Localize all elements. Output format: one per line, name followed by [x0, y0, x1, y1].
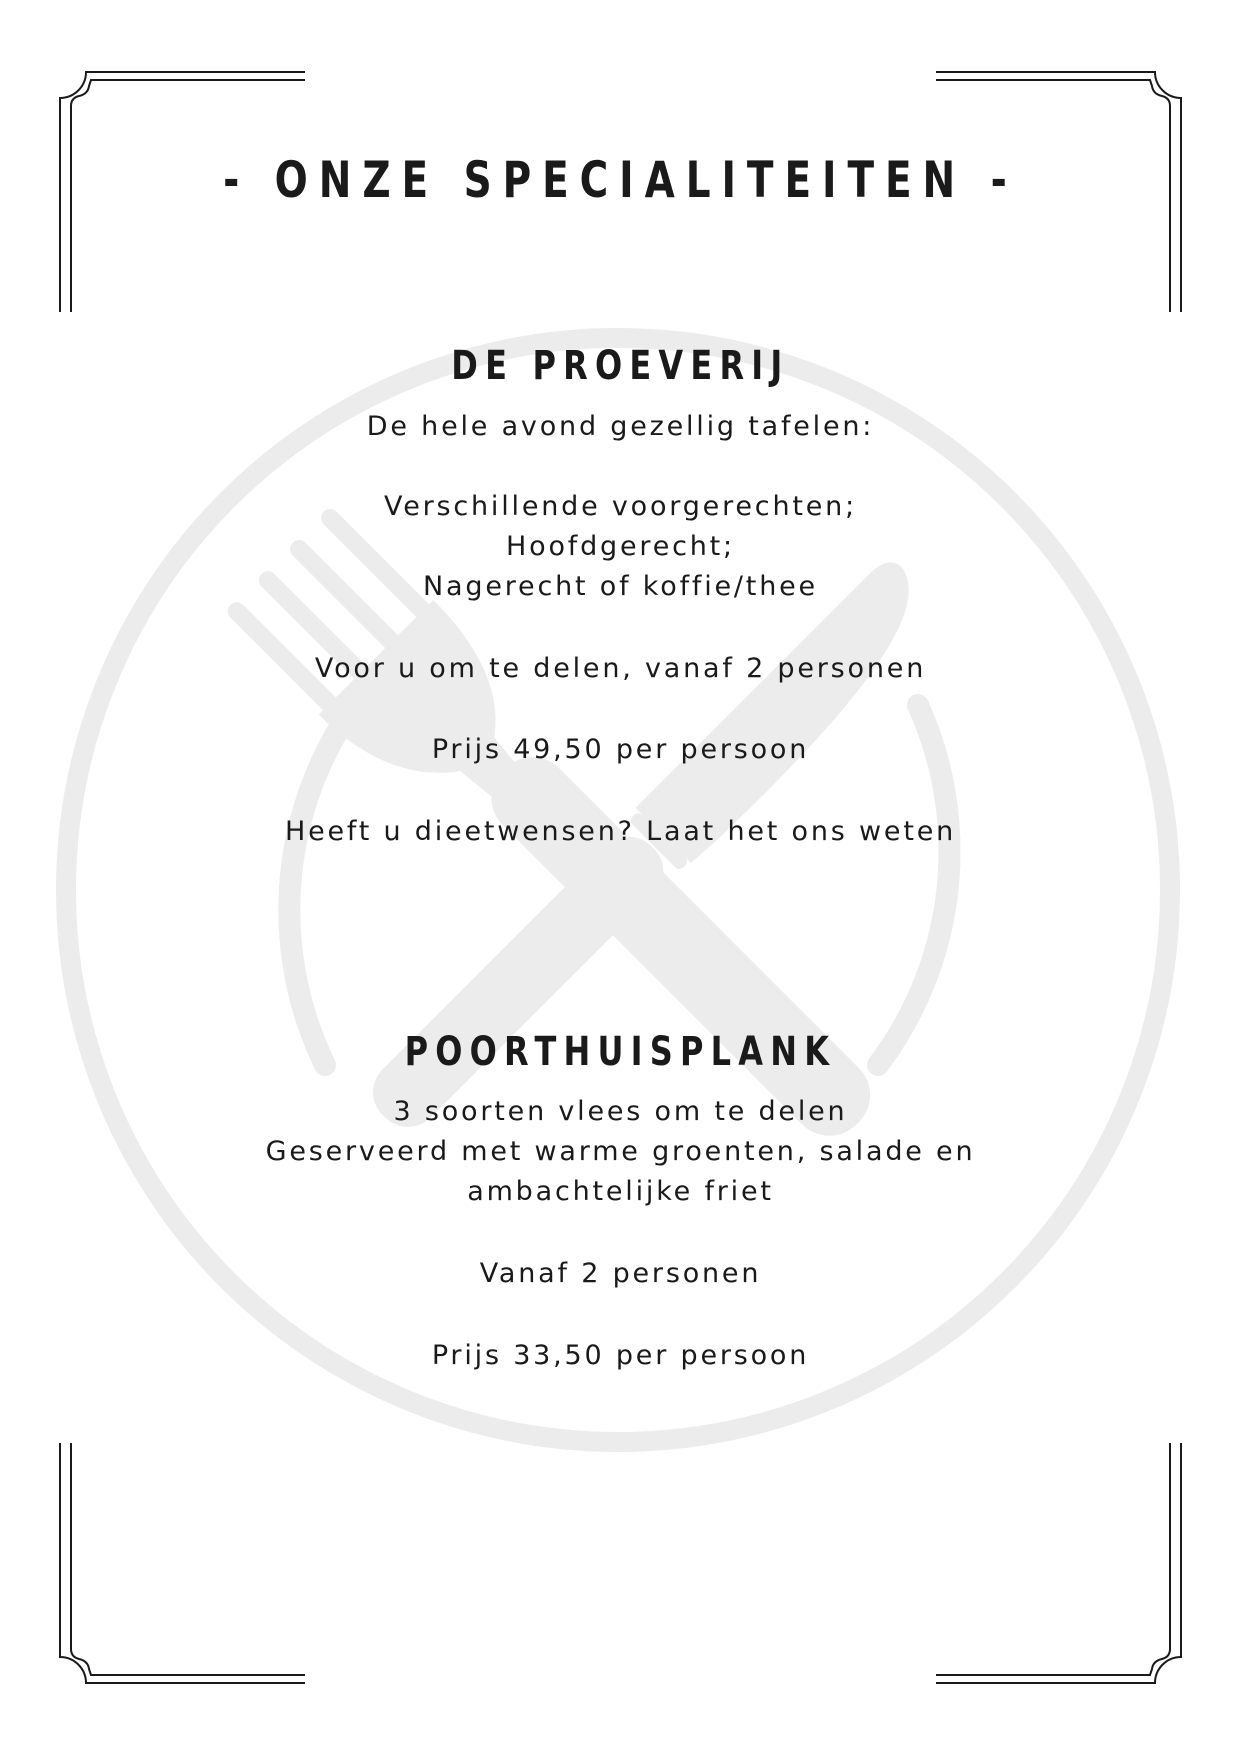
menu-line: Nagerecht of koffie/thee [423, 571, 818, 602]
menu-line: Verschillende voorgerechten; [384, 491, 857, 522]
price-line: Prijs 33,50 per persoon [431, 1340, 810, 1371]
menu-line: Voor u om te delen, vanaf 2 personen [314, 653, 927, 684]
menu-line: De hele avond gezellig tafelen: [366, 411, 875, 442]
section-heading: DE PROEVERIJ [451, 343, 790, 389]
menu-line: Heeft u dieetwensen? Laat het ons weten [284, 816, 957, 847]
menu-line: ambachtelijke friet [467, 1176, 774, 1207]
menu-line: 3 soorten vlees om te delen [393, 1096, 848, 1127]
section-heading: POORTHUISPLANK [404, 1029, 837, 1075]
menu-line: Hoofdgerecht; [506, 531, 735, 562]
page-title: - ONZE SPECIALITEITEN - [223, 151, 1018, 209]
menu-line: Vanaf 2 personen [479, 1258, 762, 1289]
menu-line: Geserveerd met warme groenten, salade en [265, 1136, 976, 1167]
price-line: Prijs 49,50 per persoon [431, 734, 810, 765]
